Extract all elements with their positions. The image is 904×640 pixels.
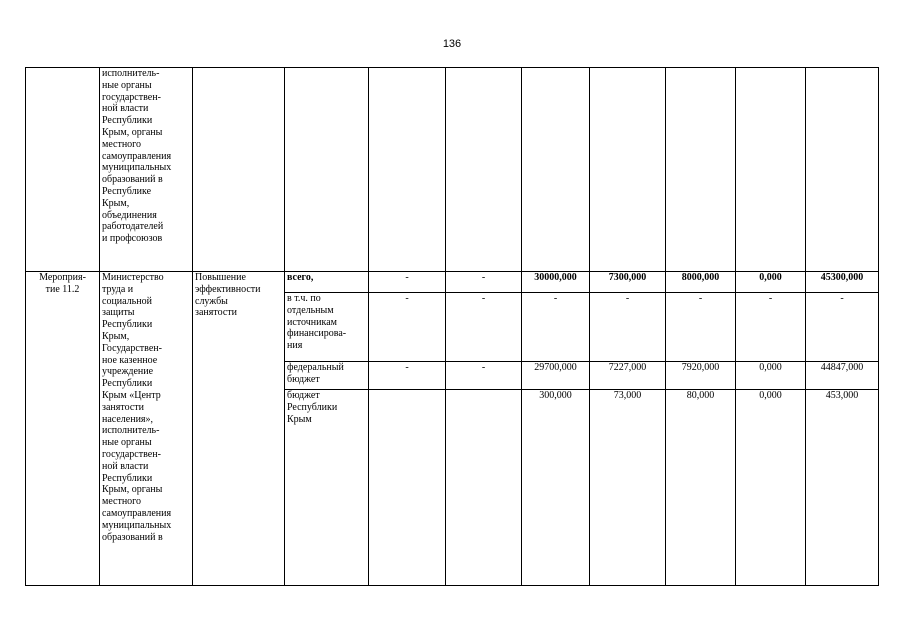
value-cell: - (369, 293, 446, 362)
value-cell: - (446, 293, 522, 362)
funding-source: бюджет Республики Крым (285, 390, 369, 586)
value-cell: - (666, 293, 736, 362)
measure-name: Повышение эффективности службы занятости (193, 272, 285, 586)
financing-table (25, 67, 879, 586)
value-cell: 7920,000 (666, 362, 736, 390)
value-cell: 0,000 (736, 390, 806, 586)
value-cell: - (736, 293, 806, 362)
value-cell: 7300,000 (590, 272, 666, 293)
table-row (26, 272, 879, 293)
empty-cell (26, 68, 100, 272)
value-cell: 453,000 (806, 390, 879, 586)
page-number: 136 (442, 38, 462, 50)
value-cell: - (369, 272, 446, 293)
empty-cell (285, 68, 369, 272)
value-cell: 45300,000 (806, 272, 879, 293)
funding-source: всего, (285, 272, 369, 293)
empty-cell (522, 68, 590, 272)
measure-label: Мероприя- тие 11.2 (26, 272, 100, 586)
empty-cell (666, 68, 736, 272)
measure-executors: Министерство труда и социальной защиты Республики Крым, Государствен- ное казенное учреждение Республики Крым «Центр занятости населения», исполнитель- ные органы государствен- ной власти Республики Крым, органы местного самоуправления муниципальных образований в (100, 272, 193, 586)
empty-cell (806, 68, 879, 272)
empty-cell (736, 68, 806, 272)
value-cell: 7227,000 (590, 362, 666, 390)
value-cell: 73,000 (590, 390, 666, 586)
value-cell (446, 390, 522, 586)
value-cell: - (369, 362, 446, 390)
value-cell: - (806, 293, 879, 362)
value-cell: 44847,000 (806, 362, 879, 390)
funding-source: федеральный бюджет (285, 362, 369, 390)
value-cell: 0,000 (736, 362, 806, 390)
value-cell: 300,000 (522, 390, 590, 586)
executors-cell: исполнитель- ные органы государствен- ной власти Республики Крым, органы местного самоуправления муниципальных образований в Республике Крым, объединения работодателей и профсоюзов (100, 68, 193, 272)
funding-source: в т.ч. по отдельным источникам финансирова- ния (285, 293, 369, 362)
continuation-row (26, 68, 879, 272)
value-cell (369, 390, 446, 586)
value-cell: - (522, 293, 590, 362)
value-cell: - (446, 362, 522, 390)
value-cell: - (446, 272, 522, 293)
value-cell: 8000,000 (666, 272, 736, 293)
empty-cell (590, 68, 666, 272)
empty-cell (446, 68, 522, 272)
value-cell: 80,000 (666, 390, 736, 586)
value-cell: - (590, 293, 666, 362)
empty-cell (369, 68, 446, 272)
value-cell: 29700,000 (522, 362, 590, 390)
value-cell: 30000,000 (522, 272, 590, 293)
value-cell: 0,000 (736, 272, 806, 293)
empty-cell (193, 68, 285, 272)
